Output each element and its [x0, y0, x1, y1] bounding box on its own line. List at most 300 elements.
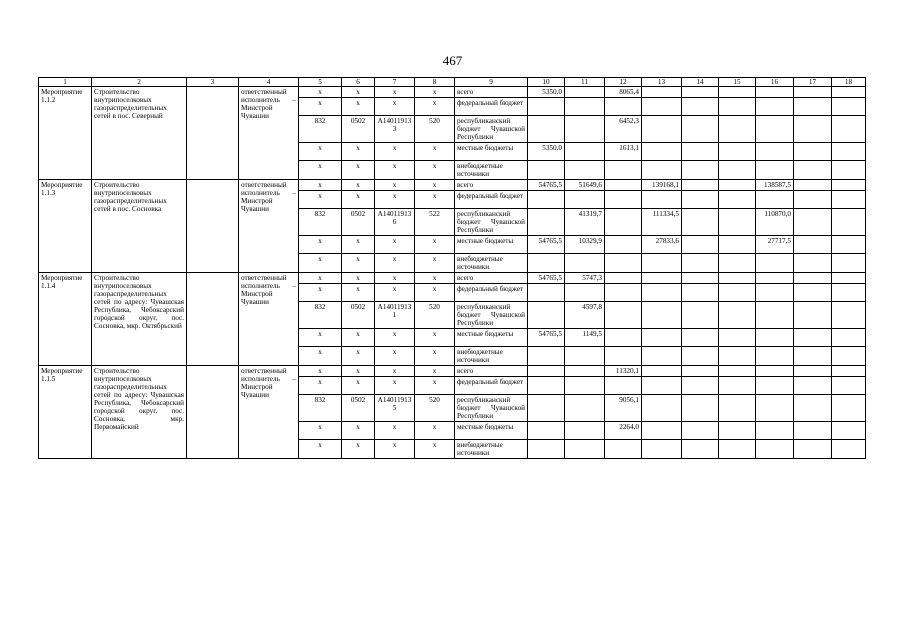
amount-c17: [794, 440, 832, 459]
amount-c16: [756, 98, 794, 116]
amount-c15: [719, 143, 756, 161]
amount-c11: 4597,8: [565, 302, 605, 329]
measure-empty-col3: [187, 87, 239, 180]
table-row: [39, 366, 866, 377]
amount-c13: [642, 329, 682, 347]
column-number: 11: [565, 78, 605, 87]
code-expense-type: x: [415, 191, 455, 209]
amount-c15: [719, 87, 756, 98]
amount-c12: [605, 440, 642, 459]
amount-c10: 54765,5: [528, 180, 565, 191]
amount-c12: [605, 284, 642, 302]
amount-c14: [682, 347, 719, 366]
amount-c14: [682, 440, 719, 459]
amount-c17: [794, 377, 832, 395]
funding-source: республиканский бюджет Чувашской Республики: [455, 116, 528, 143]
amount-c14: [682, 87, 719, 98]
code-grbs: 832: [299, 209, 342, 236]
column-number: 17: [794, 78, 832, 87]
amount-c16: [756, 143, 794, 161]
amount-c18: [832, 284, 866, 302]
code-expense-type: x: [415, 440, 455, 459]
amount-c10: [528, 161, 565, 180]
amount-c14: [682, 180, 719, 191]
code-expense-type: 520: [415, 116, 455, 143]
code-expense-type: x: [415, 273, 455, 284]
amount-c13: 139168,1: [642, 180, 682, 191]
amount-c17: [794, 143, 832, 161]
amount-c15: [719, 366, 756, 377]
amount-c18: [832, 254, 866, 273]
amount-c13: [642, 116, 682, 143]
measure-name: Строительство внутрипоселковых газораспределительных сетей по адресу: Чувашская Республика, Чебоксарский городской округ, пос. Сосновка, мкр. Первомайский: [92, 366, 187, 459]
amount-c12: [605, 302, 642, 329]
code-expense-type: x: [415, 180, 455, 191]
column-number: 12: [605, 78, 642, 87]
amount-c11: [565, 366, 605, 377]
column-number: 13: [642, 78, 682, 87]
funding-source: местные бюджеты: [455, 422, 528, 440]
amount-c11: [565, 143, 605, 161]
code-section: x: [342, 98, 375, 116]
code-expense-type: 520: [415, 395, 455, 422]
code-target: x: [375, 440, 415, 459]
amount-c10: [528, 302, 565, 329]
code-grbs: 832: [299, 395, 342, 422]
code-expense-type: x: [415, 98, 455, 116]
amount-c11: [565, 347, 605, 366]
funding-source: внебюджетные источники: [455, 161, 528, 180]
amount-c16: [756, 377, 794, 395]
code-section: 0502: [342, 395, 375, 422]
code-target: x: [375, 273, 415, 284]
amount-c12: [605, 98, 642, 116]
column-number: 16: [756, 78, 794, 87]
amount-c15: [719, 347, 756, 366]
amount-c11: 5747,3: [565, 273, 605, 284]
code-section: x: [342, 273, 375, 284]
amount-c10: 54765,5: [528, 273, 565, 284]
budget-table: [38, 77, 866, 459]
amount-c13: [642, 302, 682, 329]
column-number: 5: [299, 78, 342, 87]
code-expense-type: x: [415, 347, 455, 366]
measure-name: Строительство внутрипоселковых газораспределительных сетей по адресу: Чувашская Республика, Чебоксарский городской округ, пос. Сосновка, мкр. Октябрьский: [92, 273, 187, 366]
amount-c17: [794, 236, 832, 254]
amount-c14: [682, 273, 719, 284]
amount-c14: [682, 191, 719, 209]
amount-c15: [719, 191, 756, 209]
amount-c14: [682, 161, 719, 180]
amount-c13: [642, 191, 682, 209]
amount-c16: [756, 161, 794, 180]
amount-c12: [605, 180, 642, 191]
amount-c15: [719, 98, 756, 116]
funding-source: местные бюджеты: [455, 143, 528, 161]
column-number: 15: [719, 78, 756, 87]
code-section: x: [342, 236, 375, 254]
code-expense-type: x: [415, 236, 455, 254]
table-row: [39, 180, 866, 191]
code-section: 0502: [342, 209, 375, 236]
amount-c16: [756, 87, 794, 98]
measure-empty-col3: [187, 273, 239, 366]
amount-c16: [756, 302, 794, 329]
amount-c10: 54765,5: [528, 236, 565, 254]
amount-c16: 110870,0: [756, 209, 794, 236]
amount-c15: [719, 440, 756, 459]
amount-c12: 8065,4: [605, 87, 642, 98]
amount-c11: [565, 395, 605, 422]
amount-c10: [528, 440, 565, 459]
amount-c13: [642, 254, 682, 273]
amount-c12: 2264,0: [605, 422, 642, 440]
funding-source: всего: [455, 366, 528, 377]
measure-id: Мероприятие 1.1.4: [39, 273, 92, 366]
amount-c10: [528, 377, 565, 395]
funding-source: федеральный бюджет: [455, 284, 528, 302]
amount-c17: [794, 422, 832, 440]
amount-c13: [642, 284, 682, 302]
code-target: x: [375, 143, 415, 161]
amount-c13: [642, 161, 682, 180]
amount-c17: [794, 116, 832, 143]
amount-c15: [719, 377, 756, 395]
column-number: 6: [342, 78, 375, 87]
amount-c10: [528, 116, 565, 143]
amount-c12: [605, 329, 642, 347]
amount-c16: [756, 366, 794, 377]
code-section: x: [342, 347, 375, 366]
code-grbs: 832: [299, 116, 342, 143]
table-row: [39, 273, 866, 284]
amount-c18: [832, 329, 866, 347]
code-section: x: [342, 422, 375, 440]
amount-c15: [719, 395, 756, 422]
code-target: x: [375, 180, 415, 191]
funding-source: республиканский бюджет Чувашской Республики: [455, 209, 528, 236]
amount-c17: [794, 254, 832, 273]
amount-c13: [642, 366, 682, 377]
amount-c18: [832, 347, 866, 366]
measure-executor: ответственный исполнитель – Минстрой Чувашии: [239, 87, 299, 180]
amount-c14: [682, 302, 719, 329]
code-target: x: [375, 87, 415, 98]
code-grbs: x: [299, 191, 342, 209]
amount-c16: [756, 191, 794, 209]
amount-c16: [756, 347, 794, 366]
amount-c16: 138587,5: [756, 180, 794, 191]
column-number: 8: [415, 78, 455, 87]
code-grbs: x: [299, 98, 342, 116]
column-number-row: [39, 78, 866, 87]
code-grbs: x: [299, 347, 342, 366]
amount-c17: [794, 191, 832, 209]
amount-c13: [642, 377, 682, 395]
amount-c10: [528, 284, 565, 302]
code-section: x: [342, 191, 375, 209]
code-target: x: [375, 377, 415, 395]
amount-c13: [642, 440, 682, 459]
code-grbs: x: [299, 143, 342, 161]
amount-c18: [832, 143, 866, 161]
amount-c18: [832, 191, 866, 209]
amount-c14: [682, 377, 719, 395]
funding-source: республиканский бюджет Чувашской Республики: [455, 395, 528, 422]
column-number: 2: [92, 78, 187, 87]
amount-c13: [642, 422, 682, 440]
amount-c12: [605, 236, 642, 254]
code-expense-type: x: [415, 143, 455, 161]
code-grbs: x: [299, 87, 342, 98]
amount-c10: [528, 347, 565, 366]
amount-c15: [719, 161, 756, 180]
amount-c14: [682, 422, 719, 440]
amount-c14: [682, 236, 719, 254]
code-section: 0502: [342, 116, 375, 143]
code-grbs: x: [299, 161, 342, 180]
amount-c15: [719, 209, 756, 236]
code-section: x: [342, 87, 375, 98]
amount-c18: [832, 440, 866, 459]
code-grbs: x: [299, 329, 342, 347]
amount-c18: [832, 98, 866, 116]
amount-c10: [528, 98, 565, 116]
amount-c15: [719, 254, 756, 273]
amount-c17: [794, 329, 832, 347]
amount-c17: [794, 209, 832, 236]
code-grbs: x: [299, 236, 342, 254]
code-expense-type: x: [415, 284, 455, 302]
amount-c14: [682, 366, 719, 377]
amount-c16: [756, 254, 794, 273]
code-section: x: [342, 180, 375, 191]
code-target: x: [375, 98, 415, 116]
column-number: 18: [832, 78, 866, 87]
amount-c13: 27833,6: [642, 236, 682, 254]
amount-c13: [642, 395, 682, 422]
amount-c10: [528, 191, 565, 209]
amount-c10: [528, 209, 565, 236]
measure-name: Строительство внутрипоселковых газораспределительных сетей в пос. Северный: [92, 87, 187, 180]
code-section: x: [342, 377, 375, 395]
amount-c13: [642, 143, 682, 161]
amount-c17: [794, 302, 832, 329]
amount-c11: [565, 98, 605, 116]
funding-source: республиканский бюджет Чувашской Республики: [455, 302, 528, 329]
amount-c17: [794, 87, 832, 98]
measure-empty-col3: [187, 366, 239, 459]
amount-c16: [756, 273, 794, 284]
funding-source: внебюджетные источники: [455, 440, 528, 459]
code-target: x: [375, 161, 415, 180]
column-number: 7: [375, 78, 415, 87]
amount-c12: [605, 209, 642, 236]
code-grbs: 832: [299, 302, 342, 329]
code-target: A140119131: [375, 302, 415, 329]
amount-c15: [719, 422, 756, 440]
amount-c18: [832, 366, 866, 377]
code-grbs: x: [299, 284, 342, 302]
amount-c18: [832, 116, 866, 143]
funding-source: федеральный бюджет: [455, 98, 528, 116]
measure-id: Мероприятие 1.1.3: [39, 180, 92, 273]
amount-c18: [832, 209, 866, 236]
amount-c17: [794, 161, 832, 180]
code-section: x: [342, 284, 375, 302]
amount-c11: [565, 284, 605, 302]
amount-c11: [565, 87, 605, 98]
amount-c12: 6452,3: [605, 116, 642, 143]
amount-c11: 41319,7: [565, 209, 605, 236]
code-target: x: [375, 347, 415, 366]
amount-c12: [605, 254, 642, 273]
code-grbs: x: [299, 273, 342, 284]
amount-c14: [682, 143, 719, 161]
amount-c11: 10329,9: [565, 236, 605, 254]
code-grbs: x: [299, 366, 342, 377]
amount-c15: [719, 284, 756, 302]
code-grbs: x: [299, 440, 342, 459]
funding-source: всего: [455, 273, 528, 284]
amount-c13: 111334,5: [642, 209, 682, 236]
amount-c11: [565, 191, 605, 209]
code-target: A140119136: [375, 209, 415, 236]
amount-c17: [794, 284, 832, 302]
amount-c18: [832, 87, 866, 98]
amount-c12: 11320,1: [605, 366, 642, 377]
amount-c16: [756, 422, 794, 440]
code-section: x: [342, 143, 375, 161]
amount-c10: 54765,5: [528, 329, 565, 347]
code-expense-type: x: [415, 422, 455, 440]
measure-id: Мероприятие 1.1.2: [39, 87, 92, 180]
amount-c18: [832, 302, 866, 329]
funding-source: всего: [455, 180, 528, 191]
amount-c10: [528, 395, 565, 422]
measure-id: Мероприятие 1.1.5: [39, 366, 92, 459]
amount-c12: [605, 161, 642, 180]
amount-c17: [794, 366, 832, 377]
code-grbs: x: [299, 254, 342, 273]
amount-c16: [756, 284, 794, 302]
code-section: x: [342, 366, 375, 377]
amount-c17: [794, 180, 832, 191]
amount-c15: [719, 273, 756, 284]
code-expense-type: x: [415, 161, 455, 180]
measure-empty-col3: [187, 180, 239, 273]
column-number: 3: [187, 78, 239, 87]
code-expense-type: x: [415, 366, 455, 377]
column-number: 9: [455, 78, 528, 87]
funding-source: федеральный бюджет: [455, 191, 528, 209]
code-expense-type: 522: [415, 209, 455, 236]
code-expense-type: x: [415, 87, 455, 98]
amount-c15: [719, 329, 756, 347]
amount-c15: [719, 116, 756, 143]
measure-executor: ответственный исполнитель – Минстрой Чувашии: [239, 273, 299, 366]
amount-c16: [756, 116, 794, 143]
amount-c12: 9056,1: [605, 395, 642, 422]
amount-c15: [719, 236, 756, 254]
amount-c11: [565, 161, 605, 180]
amount-c11: [565, 377, 605, 395]
amount-c18: [832, 236, 866, 254]
amount-c12: [605, 273, 642, 284]
amount-c16: 27717,5: [756, 236, 794, 254]
amount-c11: 1149,5: [565, 329, 605, 347]
amount-c10: [528, 366, 565, 377]
code-grbs: x: [299, 377, 342, 395]
amount-c18: [832, 161, 866, 180]
amount-c14: [682, 329, 719, 347]
funding-source: внебюджетные источники: [455, 254, 528, 273]
funding-source: местные бюджеты: [455, 329, 528, 347]
amount-c11: [565, 440, 605, 459]
funding-source: федеральный бюджет: [455, 377, 528, 395]
amount-c13: [642, 273, 682, 284]
amount-c18: [832, 395, 866, 422]
code-target: A140119133: [375, 116, 415, 143]
amount-c17: [794, 273, 832, 284]
code-section: x: [342, 254, 375, 273]
column-number: 1: [39, 78, 92, 87]
column-number: 14: [682, 78, 719, 87]
amount-c18: [832, 377, 866, 395]
code-expense-type: x: [415, 254, 455, 273]
amount-c12: [605, 377, 642, 395]
code-grbs: x: [299, 180, 342, 191]
amount-c10: 5350,0: [528, 87, 565, 98]
amount-c14: [682, 98, 719, 116]
code-section: x: [342, 161, 375, 180]
code-section: x: [342, 440, 375, 459]
amount-c11: [565, 422, 605, 440]
amount-c11: [565, 116, 605, 143]
code-target: x: [375, 254, 415, 273]
funding-source: всего: [455, 87, 528, 98]
code-target: x: [375, 422, 415, 440]
code-section: 0502: [342, 302, 375, 329]
amount-c14: [682, 395, 719, 422]
amount-c16: [756, 440, 794, 459]
column-number: 10: [528, 78, 565, 87]
code-section: x: [342, 329, 375, 347]
amount-c11: [565, 254, 605, 273]
code-target: x: [375, 191, 415, 209]
code-grbs: x: [299, 422, 342, 440]
amount-c15: [719, 302, 756, 329]
code-expense-type: 520: [415, 302, 455, 329]
amount-c12: 1613,1: [605, 143, 642, 161]
amount-c14: [682, 254, 719, 273]
page-number: 467: [442, 53, 463, 68]
amount-c12: [605, 347, 642, 366]
amount-c17: [794, 395, 832, 422]
amount-c13: [642, 87, 682, 98]
amount-c13: [642, 347, 682, 366]
code-expense-type: x: [415, 329, 455, 347]
code-target: x: [375, 329, 415, 347]
amount-c10: [528, 254, 565, 273]
code-expense-type: x: [415, 377, 455, 395]
amount-c18: [832, 422, 866, 440]
funding-source: внебюджетные источники: [455, 347, 528, 366]
table-row: [39, 87, 866, 98]
funding-source: местные бюджеты: [455, 236, 528, 254]
amount-c14: [682, 209, 719, 236]
amount-c11: 51649,6: [565, 180, 605, 191]
